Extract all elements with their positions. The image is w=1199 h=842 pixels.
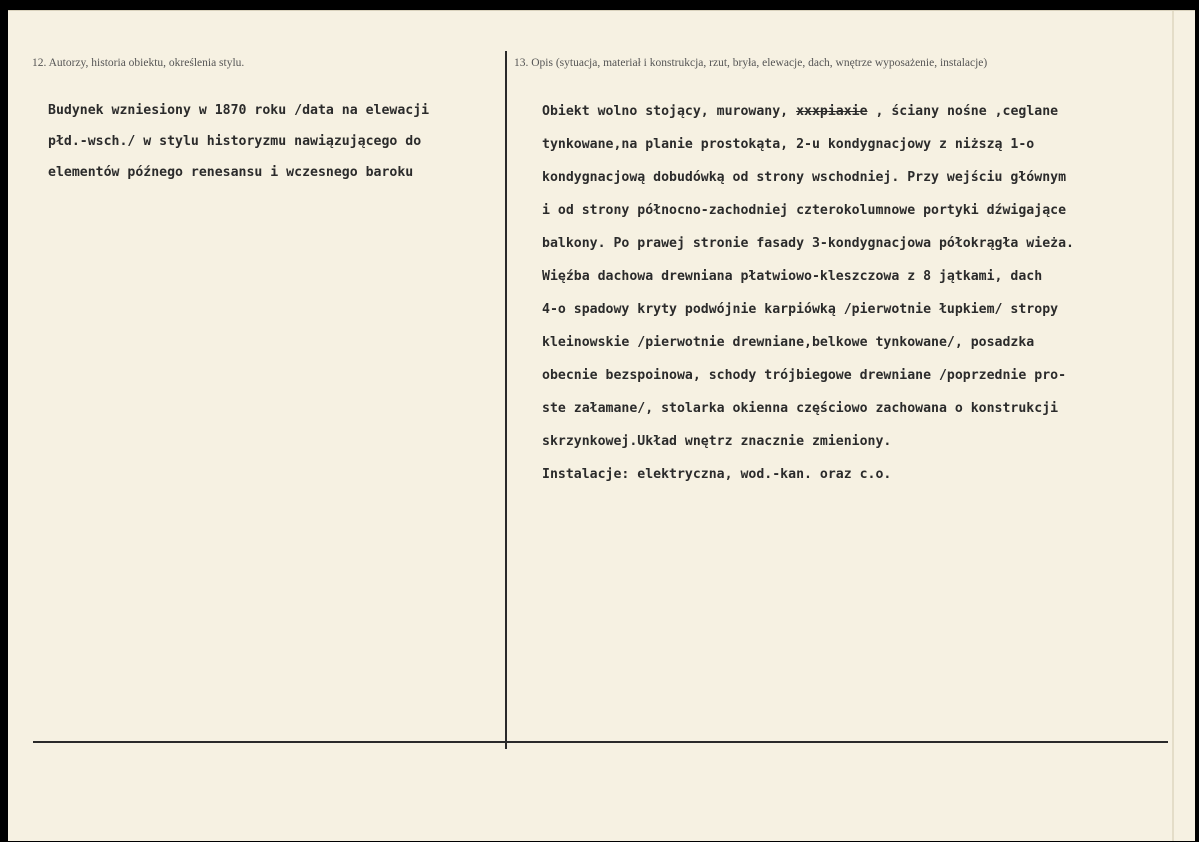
text-line: kleinowskie /pierwotnie drewniane,belkowe tynkowane/, posadzka bbox=[542, 335, 1035, 350]
bottom-rule bbox=[33, 741, 1168, 743]
sheet-fold-line bbox=[1172, 11, 1174, 841]
text-line: ste załamane/, stolarka okienna częściowo zachowana o konstrukcji bbox=[542, 401, 1059, 416]
struck-out-text: xxxpiaxie bbox=[796, 104, 868, 119]
text-line: kondygnacjową dobudówką od strony wschodniej. Przy wejściu głównym bbox=[542, 170, 1067, 185]
column-divider bbox=[505, 51, 507, 749]
text-line: tynkowane,na planie prostokąta, 2-u kondygnacjowy z niższą 1-o bbox=[542, 137, 1035, 152]
text-line: Więźba dachowa drewniana płatwiowo-kleszczowa z 8 jątkami, dach bbox=[542, 269, 1043, 284]
text-fragment: , ściany nośne ,ceglane bbox=[867, 104, 1059, 119]
text-line: 4-o spadowy kryty podwójnie karpiówką /pierwotnie łupkiem/ stropy bbox=[542, 302, 1059, 317]
text-line: obecnie bezspoinowa, schody trójbiegowe drewniane /poprzednie pro- bbox=[542, 368, 1067, 383]
field-12-text bbox=[48, 95, 429, 188]
text-line: balkony. Po prawej stronie fasady 3-kondygnacjowa półokrągła wieża. bbox=[542, 236, 1074, 251]
form-sheet bbox=[8, 10, 1195, 841]
text-line: elementów późnego renesansu i wczesnego baroku bbox=[48, 165, 414, 180]
text-line: Budynek wzniesiony w 1870 roku /data na elewacji bbox=[48, 103, 430, 118]
text-line: skrzynkowej.Układ wnętrz znacznie zmieniony. bbox=[542, 434, 892, 449]
field-12-title: 12. Autorzy, historia obiektu, określenia stylu. bbox=[32, 57, 245, 69]
text-fragment: Obiekt wolno stojący, murowany, bbox=[542, 104, 797, 119]
text-line: Instalacje: elektryczna, wod.-kan. oraz c.o. bbox=[542, 467, 892, 482]
field-13-title: 13. Opis (sytuacja, materiał i konstrukcja, rzut, bryła, elewacje, dach, wnętrze wyposażenie, instalacje) bbox=[514, 57, 988, 69]
text-line: i od strony północno-zachodniej czterokolumnowe portyki dźwigające bbox=[542, 203, 1067, 218]
field-13-text bbox=[542, 95, 1074, 491]
text-line: płd.-wsch./ w stylu historyzmu nawiązującego do bbox=[48, 134, 422, 149]
text-line bbox=[542, 95, 1074, 128]
